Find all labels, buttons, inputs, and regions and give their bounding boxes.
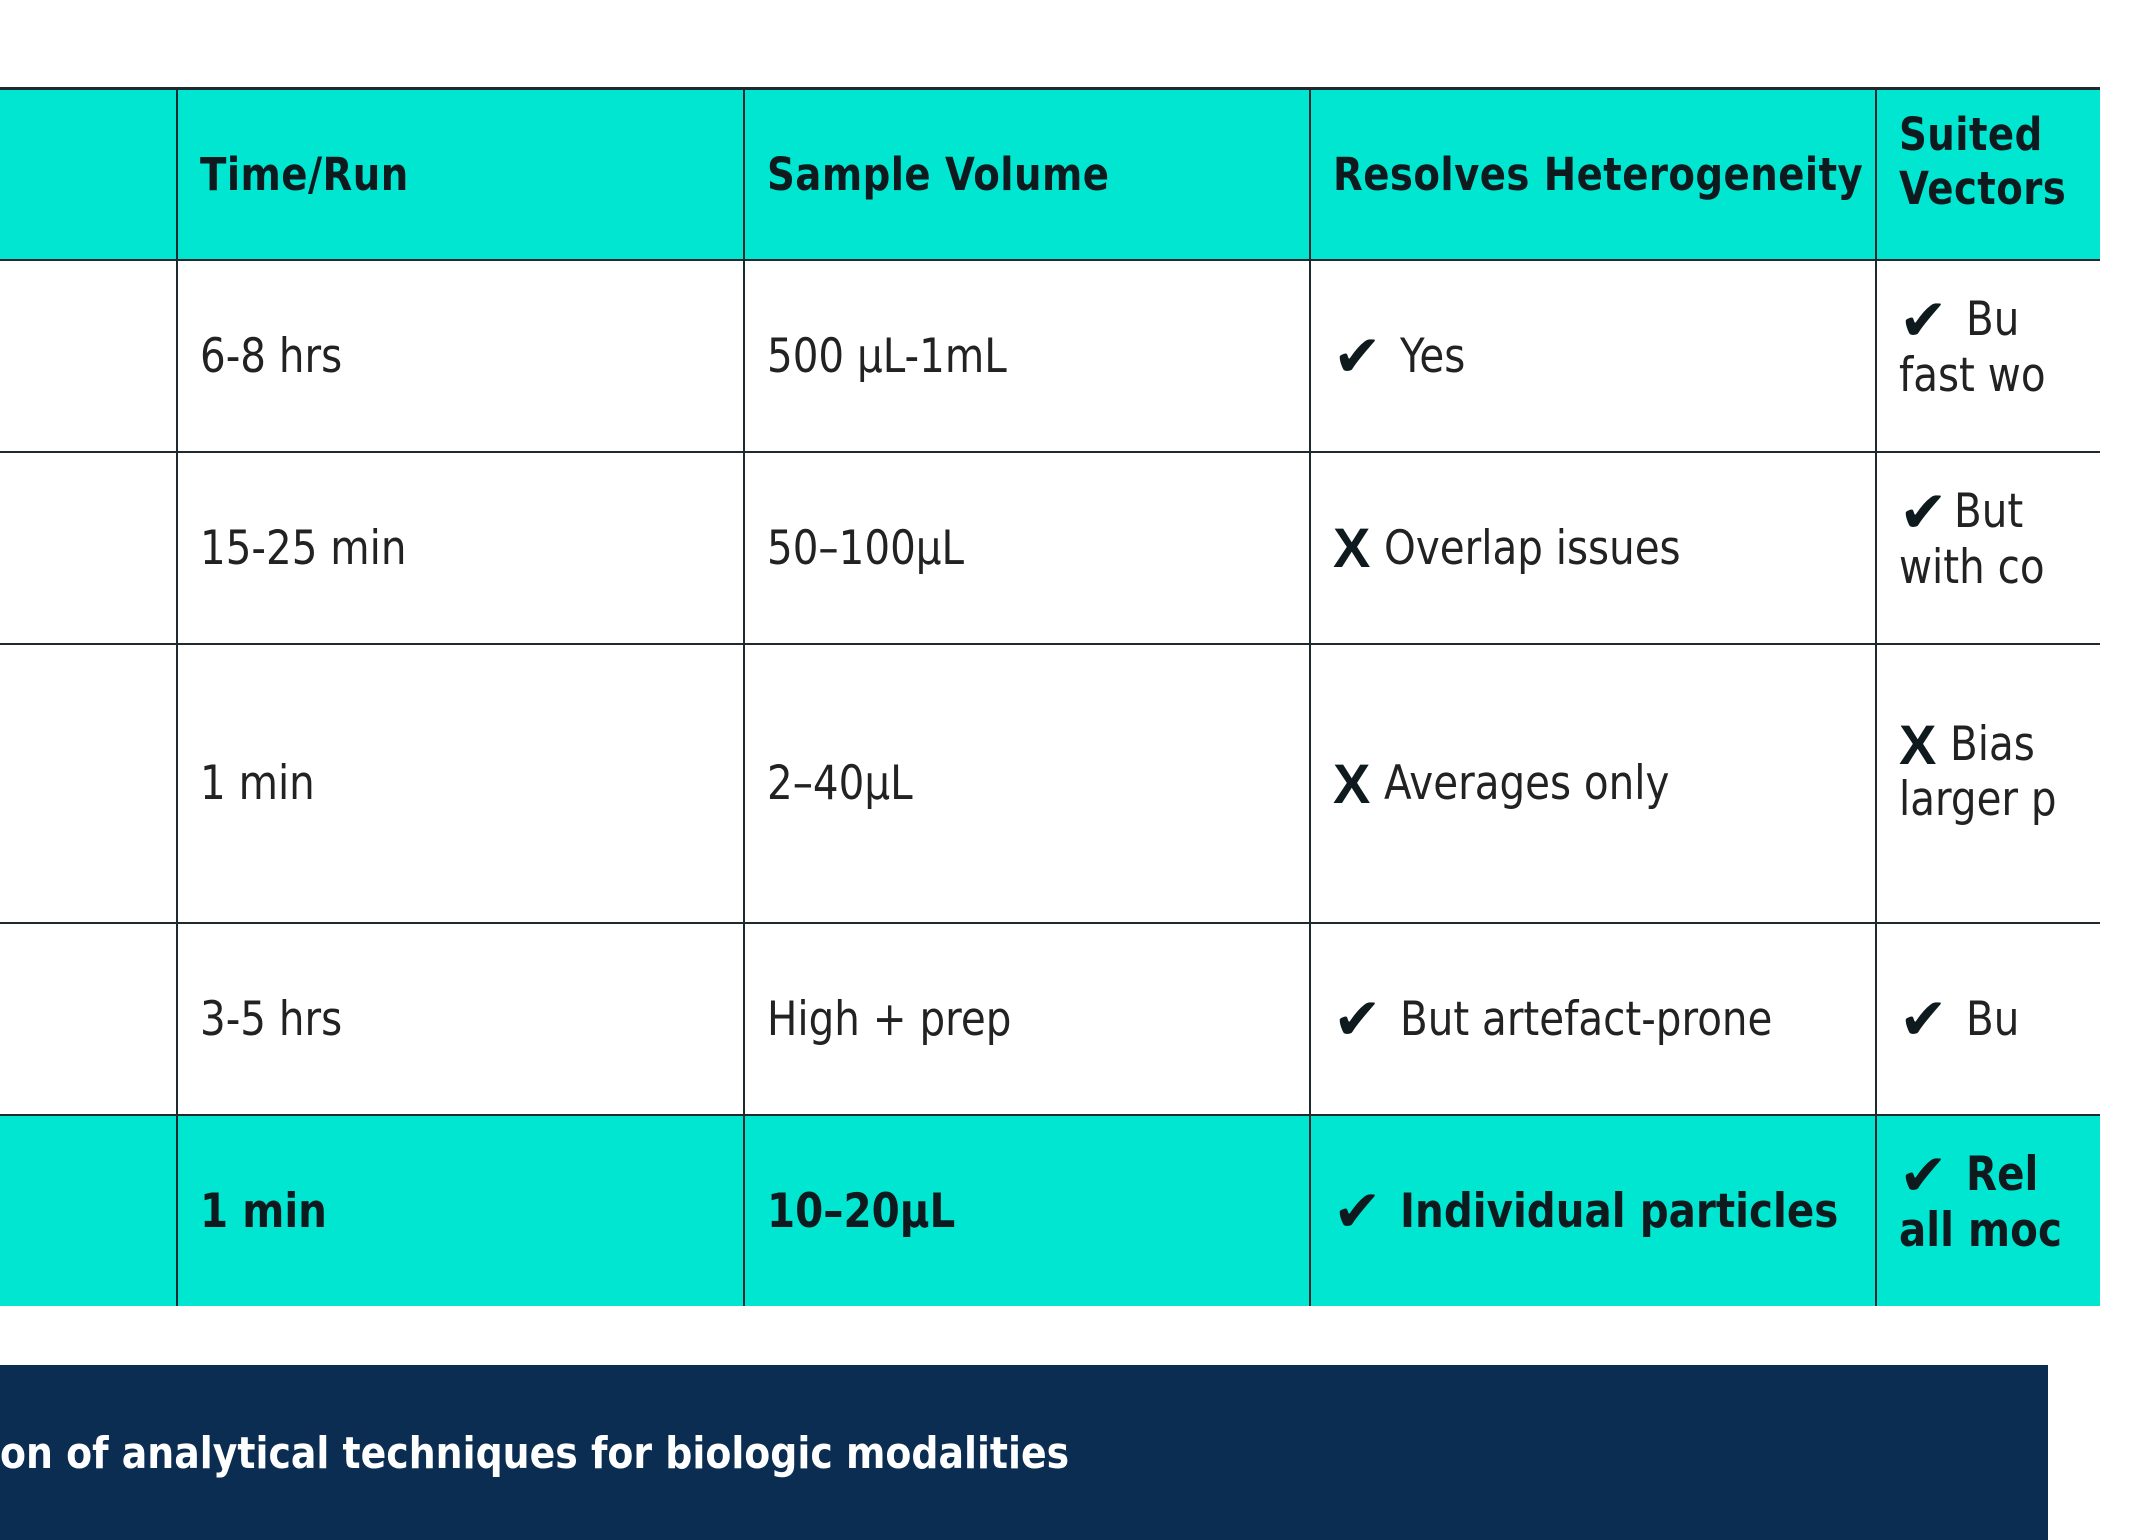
heterogeneity-cell (1309, 924, 1876, 1114)
time-value: 1 min (200, 1183, 327, 1239)
vectors-text-line1: Bias (1950, 716, 2036, 772)
cross-icon: X (1333, 751, 1371, 815)
vectors-text-line2: fast wo (1899, 348, 2046, 403)
heterogeneity-cell (1309, 453, 1876, 643)
vectors-cell (1875, 261, 2135, 451)
header-cell-vectors (1875, 90, 2135, 259)
header-heterogeneity-label: Resolves Heterogeneity (1333, 148, 1864, 201)
volume-value: High + prep (767, 991, 1012, 1047)
table-row (0, 261, 2100, 453)
time-cell (176, 453, 743, 643)
time-cell (176, 645, 743, 922)
vectors-cell (1875, 924, 2135, 1114)
technique-cell (0, 261, 177, 451)
volume-value: 10–20µL (767, 1183, 956, 1239)
table-row-highlighted (0, 1116, 2100, 1306)
time-value: 1 min (200, 756, 315, 811)
heterogeneity-text: Overlap issues (1384, 520, 1681, 576)
table-row (0, 645, 2100, 924)
comparison-table (0, 87, 2100, 1306)
volume-cell (743, 924, 1310, 1114)
header-cell-heterogeneity (1309, 90, 1876, 259)
caption-text: on of analytical techniques for biologic modalities (0, 1428, 1070, 1479)
check-icon: ✔ (1899, 286, 1948, 354)
cross-icon: X (1899, 713, 1937, 776)
header-vectors-label-line1: Suited (1899, 108, 2043, 161)
time-cell (176, 261, 743, 451)
heterogeneity-cell (1309, 261, 1876, 451)
heterogeneity-text: Averages only (1384, 756, 1670, 811)
check-icon: ✔ (1899, 478, 1948, 546)
check-icon: ✔ (1333, 322, 1382, 390)
time-value: 6-8 hrs (200, 328, 343, 384)
volume-value: 50–100µL (767, 520, 965, 576)
volume-cell (743, 453, 1310, 643)
check-icon: ✔ (1899, 1141, 1948, 1209)
header-time-label: Time/Run (200, 148, 409, 201)
check-icon: ✔ (1333, 985, 1382, 1053)
check-icon: ✔ (1899, 985, 1948, 1053)
vectors-cell (1875, 453, 2135, 643)
table-row (0, 453, 2100, 645)
time-cell (176, 924, 743, 1114)
technique-cell (0, 1116, 177, 1306)
vectors-text-line2: all moc (1899, 1203, 2062, 1258)
table-row (0, 924, 2100, 1116)
header-cell-technique (0, 90, 177, 259)
vectors-text-line2: with co (1899, 540, 2045, 595)
time-value: 3-5 hrs (200, 991, 343, 1047)
heterogeneity-cell (1309, 645, 1876, 922)
vectors-cell (1875, 645, 2135, 922)
vectors-text-line1: Rel (1965, 1146, 2039, 1202)
table-header-row (0, 90, 2100, 261)
header-cell-volume (743, 90, 1310, 259)
volume-value: 500 µL-1mL (767, 328, 1007, 384)
volume-cell (743, 261, 1310, 451)
heterogeneity-cell (1309, 1116, 1876, 1306)
heterogeneity-text: Yes (1399, 328, 1465, 384)
technique-cell (0, 924, 177, 1114)
cross-icon: X (1333, 516, 1371, 579)
vectors-text-line1: Bu (1965, 291, 2019, 347)
volume-cell (743, 645, 1310, 922)
heterogeneity-text: But artefact-prone (1399, 991, 1773, 1047)
check-icon: ✔ (1333, 1177, 1382, 1245)
header-volume-label: Sample Volume (767, 148, 1110, 201)
heterogeneity-text: Individual particles (1399, 1183, 1838, 1239)
time-value: 15-25 min (200, 520, 407, 576)
header-cell-time (176, 90, 743, 259)
time-cell (176, 1116, 743, 1306)
header-vectors-label-line2: Vectors (1899, 162, 2067, 215)
vectors-cell (1875, 1116, 2135, 1306)
vectors-text-line1: But (1953, 483, 2023, 539)
volume-value: 2–40µL (767, 756, 913, 811)
technique-cell (0, 645, 177, 922)
technique-cell (0, 453, 177, 643)
volume-cell (743, 1116, 1310, 1306)
vectors-text-line1: Bu (1965, 991, 2019, 1047)
vectors-text-line2: larger p (1899, 772, 2057, 827)
